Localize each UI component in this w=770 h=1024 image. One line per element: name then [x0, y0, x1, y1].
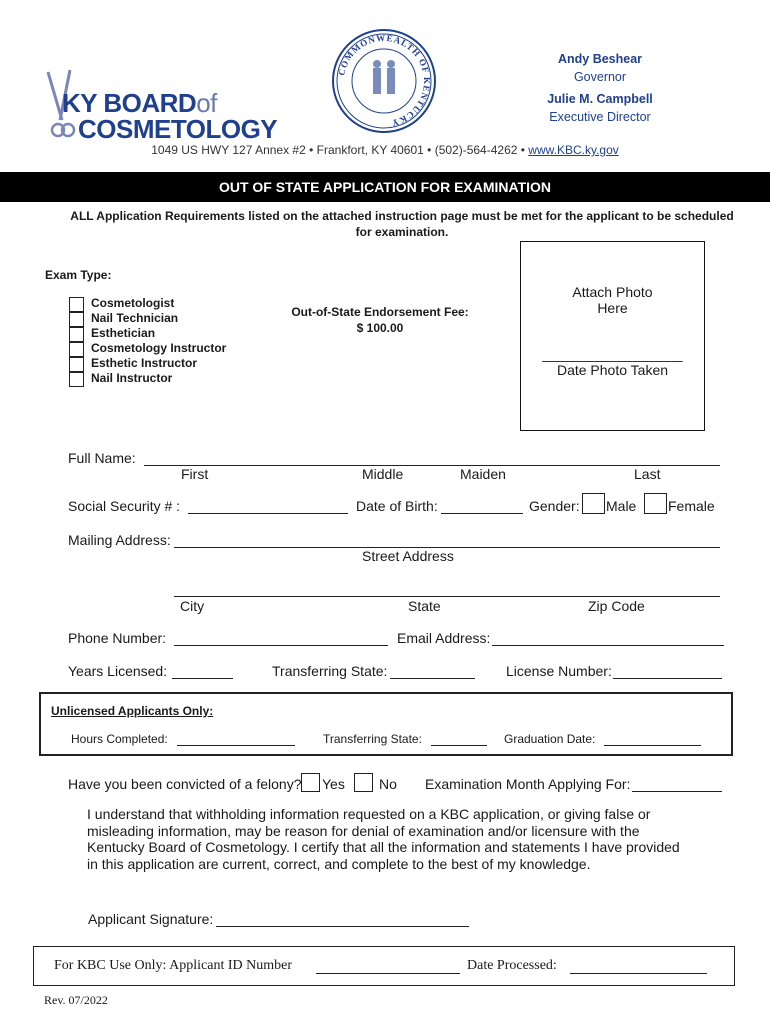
hours-completed-label: Hours Completed: — [71, 732, 168, 746]
address-line — [0, 143, 770, 157]
exam-month-field[interactable] — [632, 778, 722, 792]
endorsement-fee — [280, 304, 480, 336]
director-title: Executive Director — [549, 110, 651, 124]
felony-no-checkbox[interactable] — [354, 773, 373, 792]
website-link[interactable]: www.KBC.ky.gov — [528, 143, 619, 157]
applicant-id-field[interactable] — [316, 960, 460, 974]
graduation-date-label: Graduation Date: — [504, 732, 596, 746]
photo-line2: Here — [597, 300, 628, 316]
seal-text: COMMONWEALTH OF KENTUCKY — [336, 32, 433, 129]
phone-label: Phone Number: — [68, 630, 167, 646]
gender-label: Gender: — [529, 498, 580, 514]
exam-type-esthetician: Esthetician — [91, 326, 156, 340]
dob-label: Date of Birth: — [356, 498, 438, 514]
photo-box[interactable] — [520, 241, 705, 431]
full-name-label: Full Name: — [68, 450, 136, 466]
form-title-banner: OUT OF STATE APPLICATION FOR EXAMINATION — [0, 172, 770, 202]
exam-type-label: Exam Type: — [45, 268, 112, 282]
signature-label: Applicant Signature: — [88, 911, 214, 927]
exam-type-nail-technician: Nail Technician — [91, 311, 179, 325]
first-name-caption: First — [181, 466, 209, 482]
photo-line1: Attach Photo — [572, 284, 653, 300]
gender-male-checkbox[interactable] — [582, 493, 605, 514]
felony-no-label: No — [379, 776, 397, 792]
applicant-id-label: For KBC Use Only: Applicant ID Number — [54, 958, 292, 973]
city-state-zip-field[interactable] — [174, 583, 720, 597]
ssn-label: Social Security # : — [68, 498, 181, 514]
exam-month-label: Examination Month Applying For: — [425, 776, 631, 792]
certification-statement: I understand that withholding information requested on a KBC application, or giving false or misleading information, may be reason for denial of examination and/or licensure with the Kentucky Board of Cosmetology. I certify that all the information and statements I have provided in this application are current, correct, and complete to the best of my knowledge. — [87, 806, 680, 872]
city-caption: City — [180, 598, 205, 614]
phone-field[interactable] — [174, 632, 388, 646]
photo-date-label: Date Photo Taken — [556, 362, 669, 378]
email-label: Email Address: — [397, 630, 491, 646]
exam-type-cosmetologist: Cosmetologist — [91, 296, 175, 310]
full-name-field[interactable] — [144, 452, 720, 466]
maiden-name-caption: Maiden — [460, 466, 506, 482]
last-name-caption: Last — [634, 466, 661, 482]
kbc-logo — [40, 68, 280, 148]
date-processed-label: Date Processed: — [467, 958, 557, 973]
zip-caption: Zip Code — [588, 598, 645, 614]
requirements-note: ALL Application Requirements listed on the attached instruction page must be met for the applicant to be scheduled for examination. — [70, 209, 734, 239]
felony-yes-label: Yes — [322, 776, 345, 792]
unlicensed-transferring-field[interactable] — [431, 734, 487, 746]
ssn-field[interactable] — [188, 500, 348, 514]
exam-type-esthetic-instructor: Esthetic Instructor — [91, 356, 198, 370]
logo-of: of — [196, 88, 217, 118]
felony-question: Have you been convicted of a felony? — [68, 776, 302, 792]
hours-completed-field[interactable] — [177, 734, 295, 746]
fee-label: Out-of-State Endorsement Fee: — [291, 305, 469, 319]
kbc-use-section — [33, 946, 735, 986]
revision-date: Rev. 07/2022 — [44, 993, 108, 1007]
license-number-label: License Number: — [506, 663, 612, 679]
felony-yes-checkbox[interactable] — [301, 773, 320, 792]
exam-checkbox-cosmetologist[interactable] — [69, 297, 84, 312]
exam-checkbox-cosmetology-instructor[interactable] — [69, 342, 84, 357]
years-licensed-label: Years Licensed: — [68, 663, 168, 679]
director-name: Julie M. Campbell — [547, 92, 653, 106]
license-number-field[interactable] — [613, 665, 722, 679]
street-address-field[interactable] — [174, 534, 720, 548]
governor-name: Andy Beshear — [557, 52, 643, 66]
state-caption: State — [408, 598, 441, 614]
years-licensed-field[interactable] — [172, 665, 233, 679]
unlicensed-transferring-label: Transferring State: — [323, 732, 422, 746]
signature-field[interactable] — [216, 913, 469, 927]
exam-type-cosmetology-instructor: Cosmetology Instructor — [91, 341, 227, 355]
photo-date-line: __________________ — [542, 346, 683, 362]
unlicensed-title: Unlicensed Applicants Only: — [51, 704, 214, 718]
street-address-caption: Street Address — [362, 548, 454, 564]
logo-line2: COSMETOLOGY — [78, 114, 278, 144]
exam-type-nail-instructor: Nail Instructor — [91, 371, 173, 385]
dob-field[interactable] — [441, 500, 523, 514]
exam-checkbox-esthetician[interactable] — [69, 327, 84, 342]
exam-checkbox-nail-technician[interactable] — [69, 312, 84, 327]
fee-amount: $ 100.00 — [356, 321, 404, 335]
transferring-state-field[interactable] — [390, 665, 475, 679]
gender-male-label: Male — [606, 498, 637, 514]
kentucky-seal-icon — [331, 28, 437, 134]
logo-line1: KY BOARD — [62, 88, 197, 118]
address-text: 1049 US HWY 127 Annex #2 • Frankfort, KY 40601 • (502)-564-4262 • — [151, 143, 525, 157]
gender-female-checkbox[interactable] — [644, 493, 667, 514]
graduation-date-field[interactable] — [604, 734, 701, 746]
date-processed-field[interactable] — [570, 960, 707, 974]
exam-checkbox-esthetic-instructor[interactable] — [69, 357, 84, 372]
gender-female-label: Female — [668, 498, 715, 514]
email-field[interactable] — [492, 632, 724, 646]
middle-name-caption: Middle — [362, 466, 404, 482]
exam-checkbox-nail-instructor[interactable] — [69, 372, 84, 387]
unlicensed-section — [39, 692, 733, 756]
governor-title: Governor — [573, 70, 627, 84]
transferring-state-label: Transferring State: — [272, 663, 388, 679]
mailing-address-label: Mailing Address: — [68, 532, 171, 548]
